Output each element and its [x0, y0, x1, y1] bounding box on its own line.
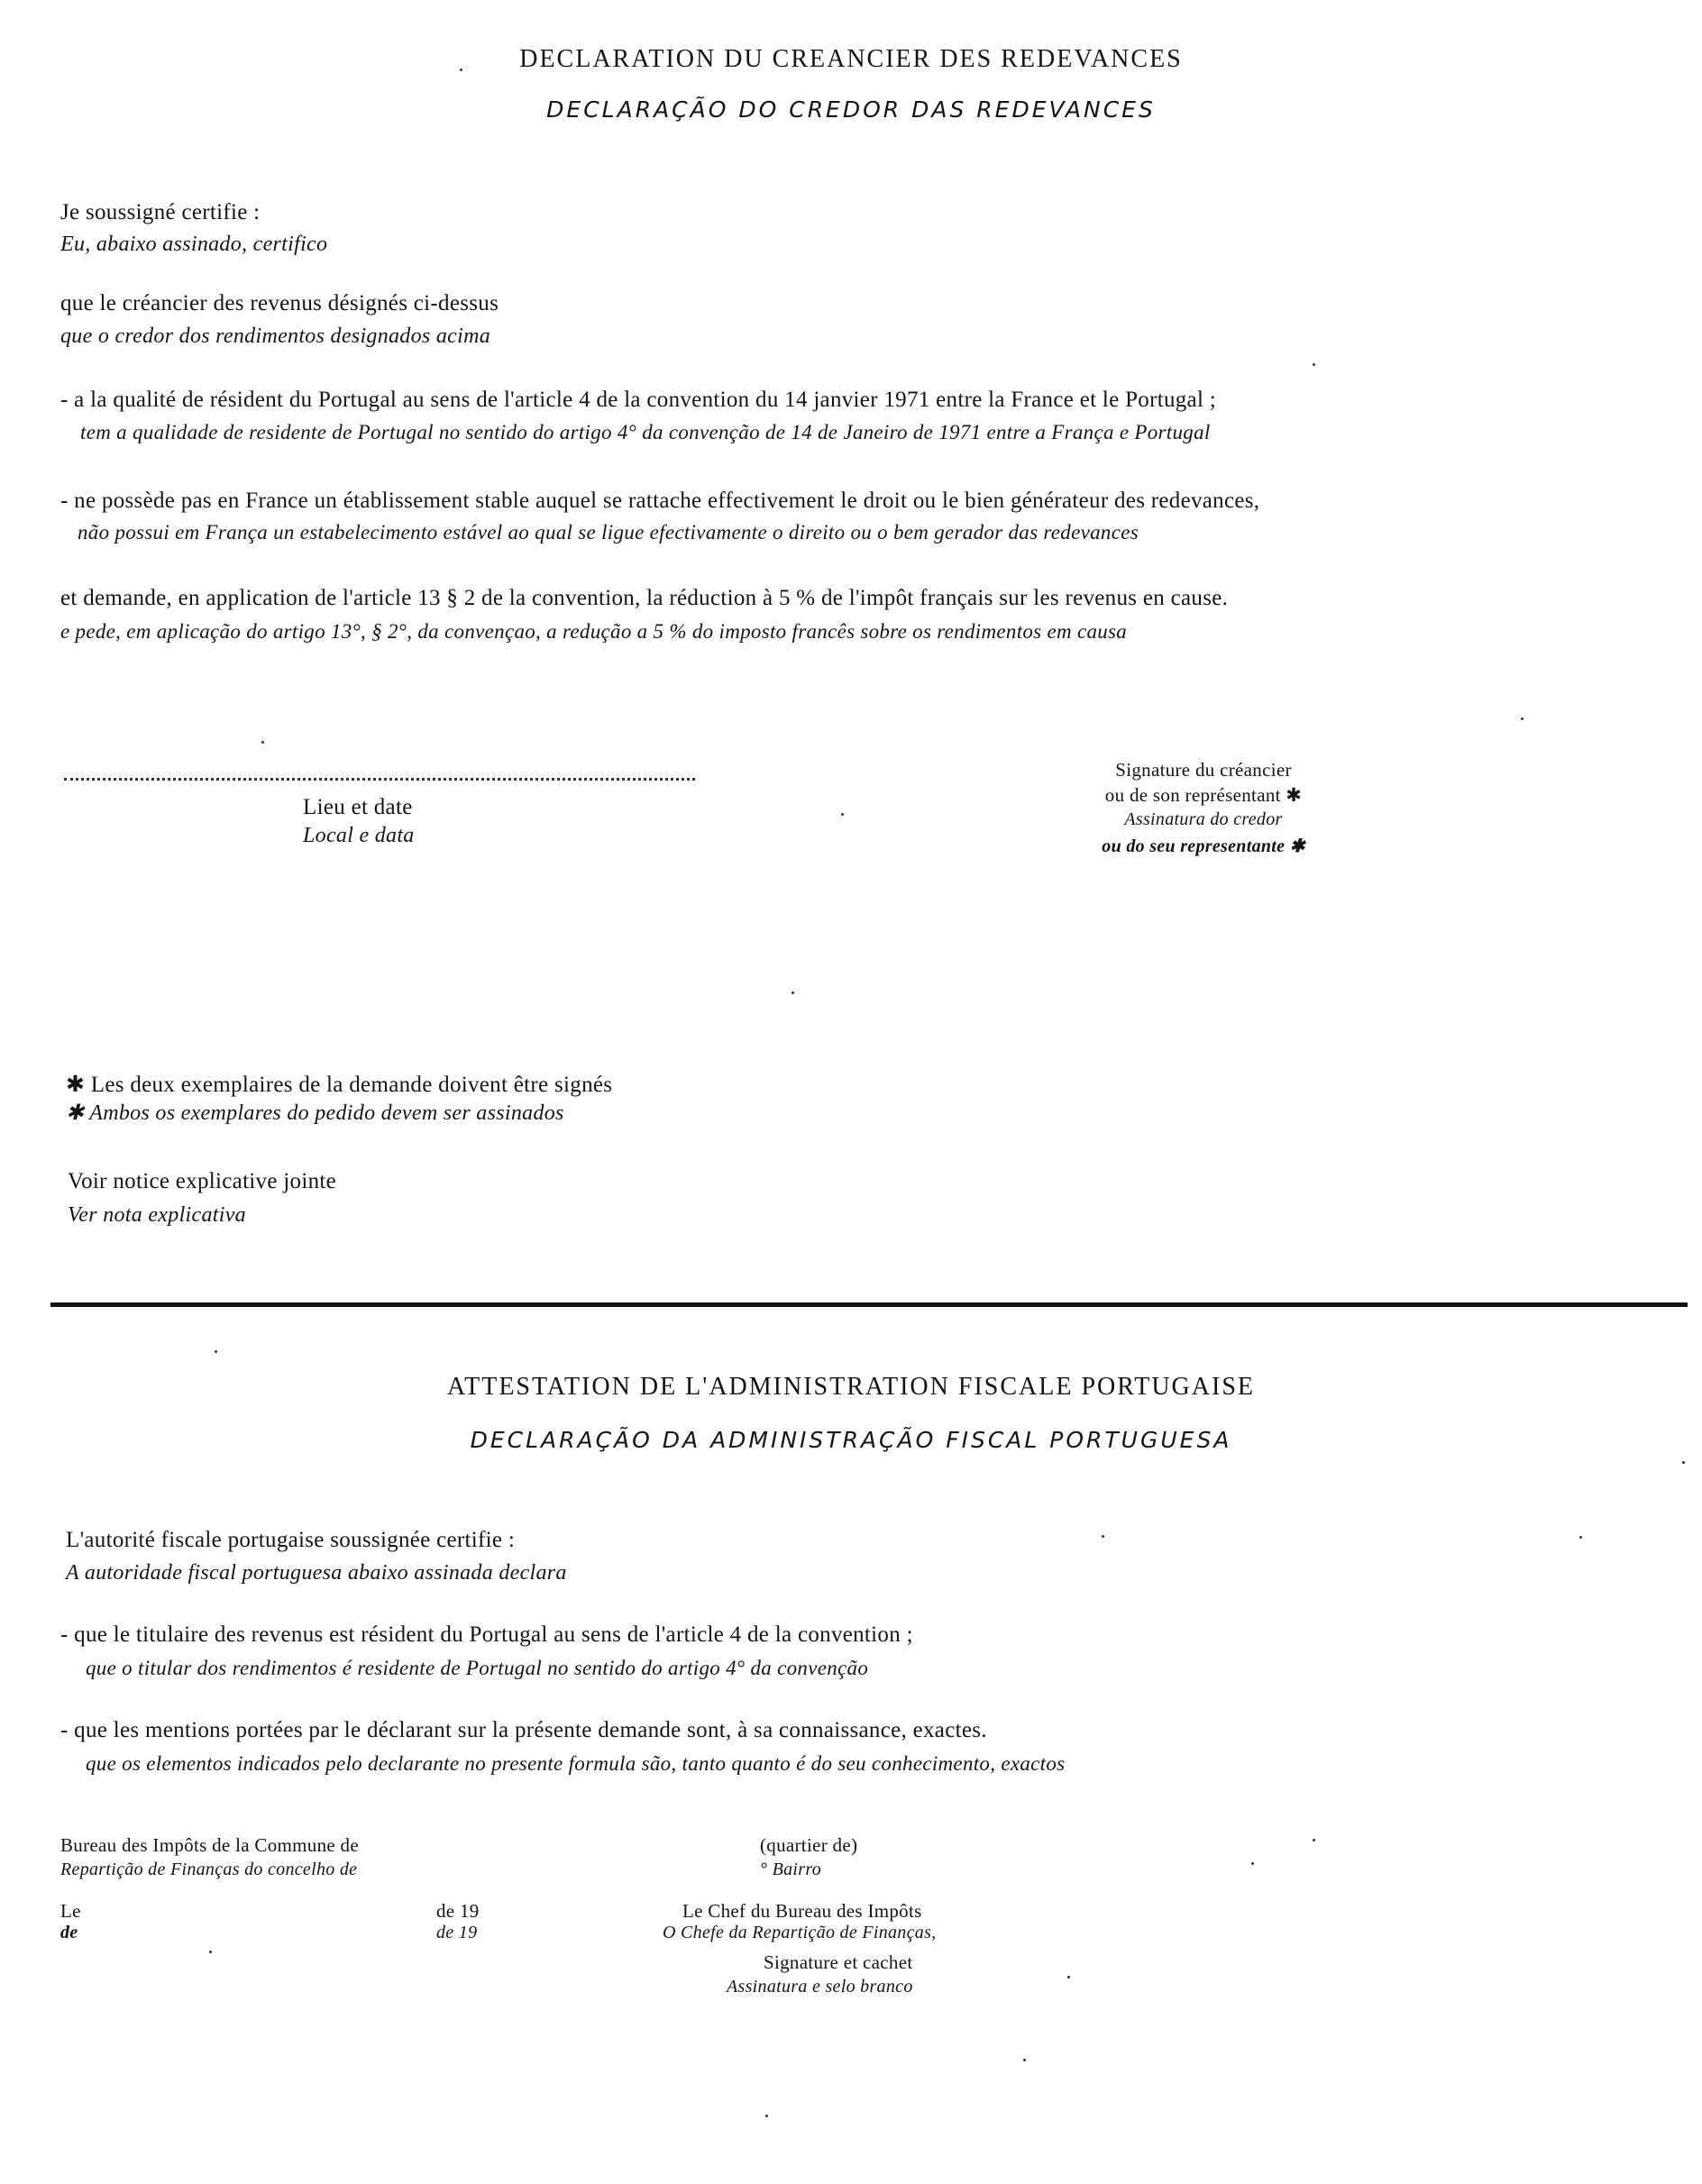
- signature-label-pt-line2: ou do seu representante ✱: [1102, 836, 1305, 856]
- signature-label-fr-line2: ou de son représentant ✱: [1104, 784, 1303, 806]
- resident-attestation-pt: que o titular dos rendimentos é residente de Portugal no sentido do artigo 4° da convenção: [86, 1657, 869, 1679]
- district-label-fr: (quartier de): [760, 1834, 858, 1856]
- accuracy-attestation-pt: que os elementos indicados pelo declarante no presente formula são, tanto quanto é do seu conhecimento, exactos: [86, 1752, 1066, 1775]
- district-label-pt: ° Bairro: [760, 1860, 821, 1879]
- creditor-that-fr: que le créancier des revenus désignés ci-dessus: [60, 291, 499, 315]
- signature-stamp-label-fr: Signature et cachet: [764, 1951, 913, 1973]
- office-chief-label-fr: Le Chef du Bureau des Impôts: [682, 1900, 922, 1922]
- place-date-label-fr: Lieu et date: [303, 795, 413, 819]
- signature-label-pt-line1: Assinatura do credor: [1124, 809, 1283, 829]
- date-year-label-pt: de 19: [436, 1923, 478, 1942]
- explanatory-notice-fr: Voir notice explicative jointe: [68, 1169, 337, 1193]
- establishment-condition-fr: - ne possède pas en France un établissement stable auquel se rattache effectivement le droit ou le bien générateur des redevances,: [60, 489, 1260, 513]
- residence-condition-pt: tem a qualidade de residente de Portugal no sentido do artigo 4° da convenção de 14 de Janeiro de 1971 entre a França e Portugal: [80, 421, 1211, 443]
- tax-office-label-pt: Repartição de Finanças do concelho de: [60, 1860, 358, 1879]
- place-date-line: [64, 778, 695, 781]
- resident-attestation-fr: - que le titulaire des revenus est résident du Portugal au sens de l'article 4 de la convention ;: [60, 1622, 913, 1647]
- date-day-label-pt: de: [60, 1923, 78, 1942]
- residence-condition-fr: - a la qualité de résident du Portugal au sens de l'article 4 de la convention du 14 janvier 1971 entre la France et le Portugal ;: [60, 388, 1216, 412]
- authority-certify-fr: L'autorité fiscale portugaise soussignée certifie :: [66, 1528, 516, 1552]
- section1-title-fr: DECLARATION DU CREANCIER DES REDEVANCES: [519, 45, 1183, 73]
- creditor-that-pt: que o credor dos rendimentos designados acima: [60, 324, 490, 348]
- reduction-request-pt: e pede, em aplicação do artigo 13°, § 2°, da convençao, a redução a 5 % do imposto francês sobre os rendimentos em causa: [60, 620, 1128, 643]
- tax-office-label-fr: Bureau des Impôts de la Commune de: [60, 1834, 359, 1856]
- section2-title-fr: ATTESTATION DE L'ADMINISTRATION FISCALE PORTUGAISE: [447, 1373, 1255, 1401]
- date-year-label-fr: de 19: [436, 1900, 480, 1922]
- section2-title-pt: DECLARAÇÃO DA ADMINISTRAÇÃO FISCAL PORTUGUESA: [470, 1427, 1232, 1453]
- place-date-label-pt: Local e data: [303, 824, 415, 847]
- accuracy-attestation-fr: - que les mentions portées par le déclarant sur la présente demande sont, à sa connaissance, exactes.: [60, 1718, 987, 1742]
- section1-title-pt: DECLARAÇÃO DO CREDOR DAS REDEVANCES: [546, 96, 1156, 123]
- certify-statement-fr: Je soussigné certifie :: [60, 200, 261, 224]
- signature-label-fr-line1: Signature du créancier: [1115, 759, 1292, 781]
- certify-statement-pt: Eu, abaixo assinado, certifico: [60, 233, 328, 256]
- signature-stamp-label-pt: Assinatura e selo branco: [727, 1977, 913, 1997]
- section-divider: [50, 1302, 1688, 1307]
- reduction-request-fr: et demande, en application de l'article 13 § 2 de la convention, la réduction à 5 % de l'impôt français sur les revenus en cause.: [60, 586, 1229, 610]
- establishment-condition-pt: não possui em França un estabelecimento estável ao qual se ligue efectivamente o direito ou o bem gerador das redevances: [78, 521, 1139, 544]
- office-chief-label-pt: O Chefe da Repartição de Finanças,: [663, 1923, 937, 1942]
- signing-note-fr: ✱ Les deux exemplaires de la demande doivent être signés: [66, 1073, 613, 1097]
- date-day-label-fr: Le: [60, 1900, 81, 1922]
- signing-note-pt: ✱ Ambos os exemplares do pedido devem ser assinados: [66, 1101, 564, 1125]
- authority-certify-pt: A autoridade fiscal portuguesa abaixo assinada declara: [66, 1561, 567, 1585]
- explanatory-notice-pt: Ver nota explicativa: [68, 1203, 246, 1227]
